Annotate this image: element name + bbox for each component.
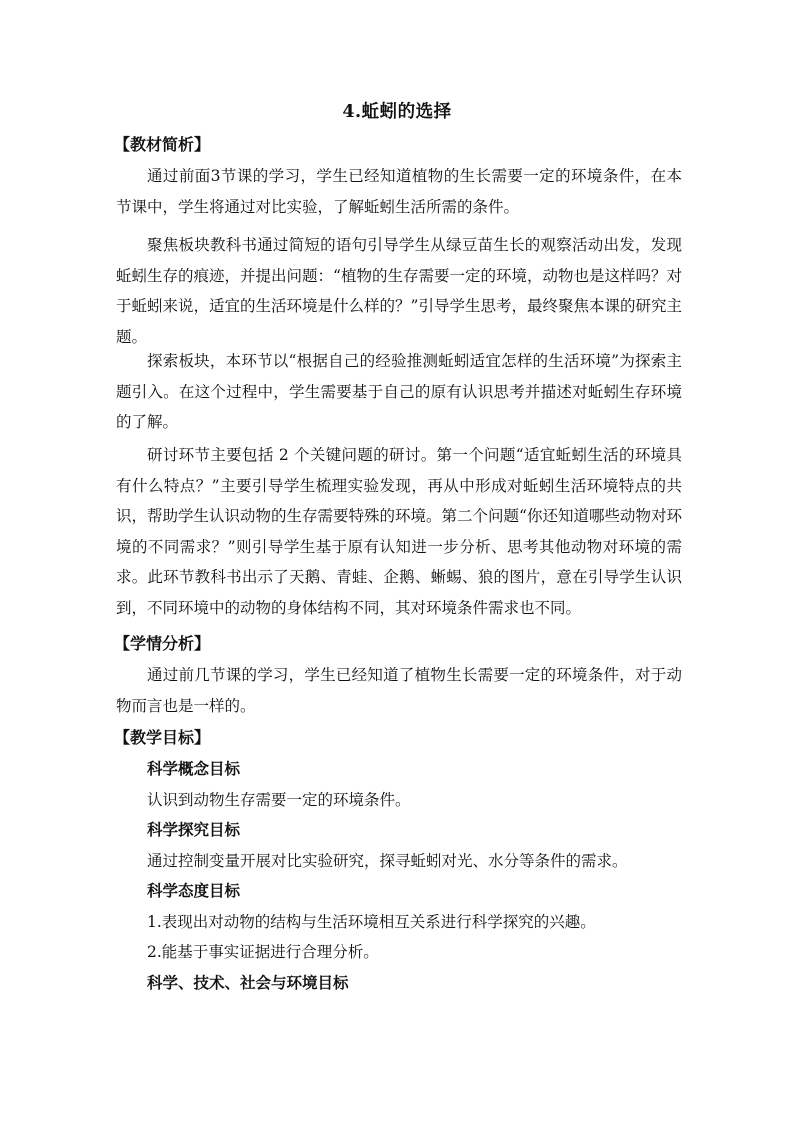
stse-goal-title: 科学、技术、社会与环境目标 (147, 972, 349, 992)
section-heading-learning: 【学情分析】 (114, 634, 211, 653)
section-learning-analysis (116, 632, 682, 656)
paragraph: 聚焦板块教科书通过简短的语句引导学生从绿豆苗生长的观察活动出发，发现蚯蚓生存的痕迹，并提出问题：“植物的生存需要一定的环境，动物也是这样吗？对于蚯蚓来说，适宜的生活环境是什么样的？”引导学生思考，最终聚焦本课的研究主题。 (116, 236, 682, 346)
attitude-goal-item: 1.表现出对动物的结构与生活环境相互关系进行科学探究的兴趣。 (147, 912, 596, 931)
paragraph-block (116, 230, 682, 352)
attitude-goal-item: 2.能基于事实证据进行合理分析。 (147, 943, 379, 961)
paragraph: 探索板块，本环节以“根据自己的经验推测蚯蚓适宜怎样的生活环境”为探索主题引入。在这个过程中，学生需要基于自己的原有认识思考并描述对蚯蚓生存环境的了解。 (116, 352, 682, 431)
paragraph: 通过前几节课的学习，学生已经知道了植物生长需要一定的环境条件，对于动物而言也是一样的。 (116, 666, 682, 715)
document-title: 4.蚯蚓的选择 (342, 102, 452, 122)
attitude-goal-title: 科学态度目标 (147, 881, 241, 900)
inquiry-goal-text: 通过控制变量开展对比实验研究，探寻蚯蚓对光、水分等条件的需求。 (147, 851, 628, 870)
concept-goal-text: 认识到动物生存需要一定的环境条件。 (147, 790, 411, 809)
paragraph-block (116, 346, 682, 438)
goals-list (116, 754, 682, 998)
section-heading-goals: 【教学目标】 (114, 728, 211, 747)
concept-goal-title: 科学概念目标 (147, 759, 241, 778)
section-textbook-analysis (116, 133, 682, 157)
section-heading-textbook: 【教材简析】 (114, 135, 211, 154)
paragraph-block (116, 440, 682, 623)
textbook-paragraphs (116, 161, 682, 222)
inquiry-goal-title: 科学探究目标 (147, 820, 241, 839)
paragraph: 通过前面3节课的学习，学生已经知道植物的生长需要一定的环境条件，在本节课中，学生将通过对比实验，了解蚯蚓生活所需的条件。 (116, 167, 682, 216)
section-teaching-goals (116, 726, 682, 750)
paragraph-block (116, 660, 682, 721)
paragraph: 研讨环节主要包括 2 个关键问题的研讨。第一个问题“适宜蚯蚓生活的环境具有什么特点？”主要引导学生梳理实验发现，再从中形成对蚯蚓生活环境特点的共识，帮助学生认识动物的生存需要特殊的环境。第二个问题“你还知道哪些动物对环境的不同需求？”则引导学生基于原有认知进一步分析、思考其他动物对环境的需求。此环节教科书出示了天鹅、青蛙、企鹅、蜥蜴、狼的图片，意在引导学生认识到，不同环境中的动物的身体结构不同，其对环境条件需求也不同。 (116, 446, 682, 617)
